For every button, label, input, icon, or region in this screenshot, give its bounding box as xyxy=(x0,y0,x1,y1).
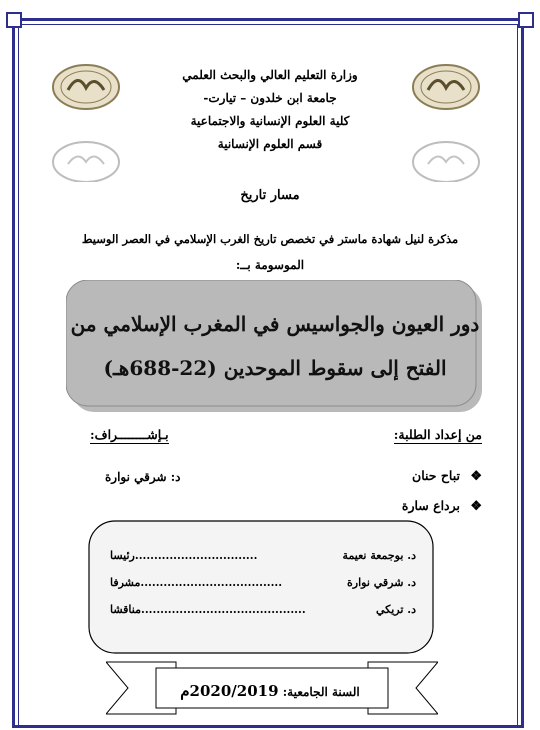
department-name: قسم العلوم الإنسانية xyxy=(217,137,323,151)
study-track: مسار تاريخ xyxy=(240,188,300,203)
supervisor-name: د: شرقي نوارة xyxy=(105,470,181,484)
institution-header xyxy=(130,64,410,156)
jury-member-row xyxy=(110,603,416,616)
academic-year-value: 2020/2019م xyxy=(180,682,279,700)
jury-member-row xyxy=(110,576,416,589)
university-seal-logo-left-bottom xyxy=(50,132,122,182)
memo-description: مذكرة لنيل شهادة ماستر في تخصص تاريخ الغرب الإسلامي في العصر الوسيط xyxy=(81,232,459,246)
supervision-heading: بـإشــــــــراف: xyxy=(90,427,169,442)
student-name: تباح حنان xyxy=(412,468,460,483)
student-item xyxy=(412,468,482,484)
jury-member-name: د. تريكي xyxy=(376,603,416,616)
jury-member-name: د. بوجمعة نعيمة xyxy=(342,549,416,562)
titled-label: الموسومة بــ: xyxy=(235,258,305,272)
jury-member-role: .....................................مشرفا xyxy=(110,576,283,589)
academic-year-label: السنة الجامعية: xyxy=(282,685,360,699)
ministry-name: وزارة التعليم العالي والبحث العلمي xyxy=(182,68,358,82)
jury-member-role: ................................رئيسا xyxy=(110,549,258,562)
university-seal-logo-right-top xyxy=(410,62,482,112)
faculty-name: كلية العلوم الإنسانية والاجتماعية xyxy=(190,114,350,128)
corner-ornament-top-left xyxy=(6,12,22,28)
jury-member-role: ...........................................مناقشا xyxy=(110,603,306,616)
student-name: برداع سارة xyxy=(401,498,460,513)
diamond-bullet-icon: ❖ xyxy=(470,499,482,514)
thesis-title xyxy=(66,302,484,390)
thesis-title-line-1: دور العيون والجواسيس في المغرب الإسلامي من xyxy=(70,312,480,336)
students-heading: من إعداد الطلبة: xyxy=(393,427,482,442)
jury-member-row xyxy=(110,549,416,562)
student-item xyxy=(402,498,482,514)
university-seal-logo-left-top xyxy=(50,62,122,112)
thesis-title-line-2: الفتح إلى سقوط الموحدين (22-688هـ) xyxy=(103,356,447,380)
academic-year xyxy=(160,682,380,700)
jury-member-name: د. شرقي نوارة xyxy=(347,576,416,589)
corner-ornament-top-right xyxy=(518,12,534,28)
university-name: جامعة ابن خلدون – تيارت- xyxy=(203,91,337,105)
diamond-bullet-icon: ❖ xyxy=(470,469,482,484)
university-seal-logo-right-bottom xyxy=(410,132,482,182)
